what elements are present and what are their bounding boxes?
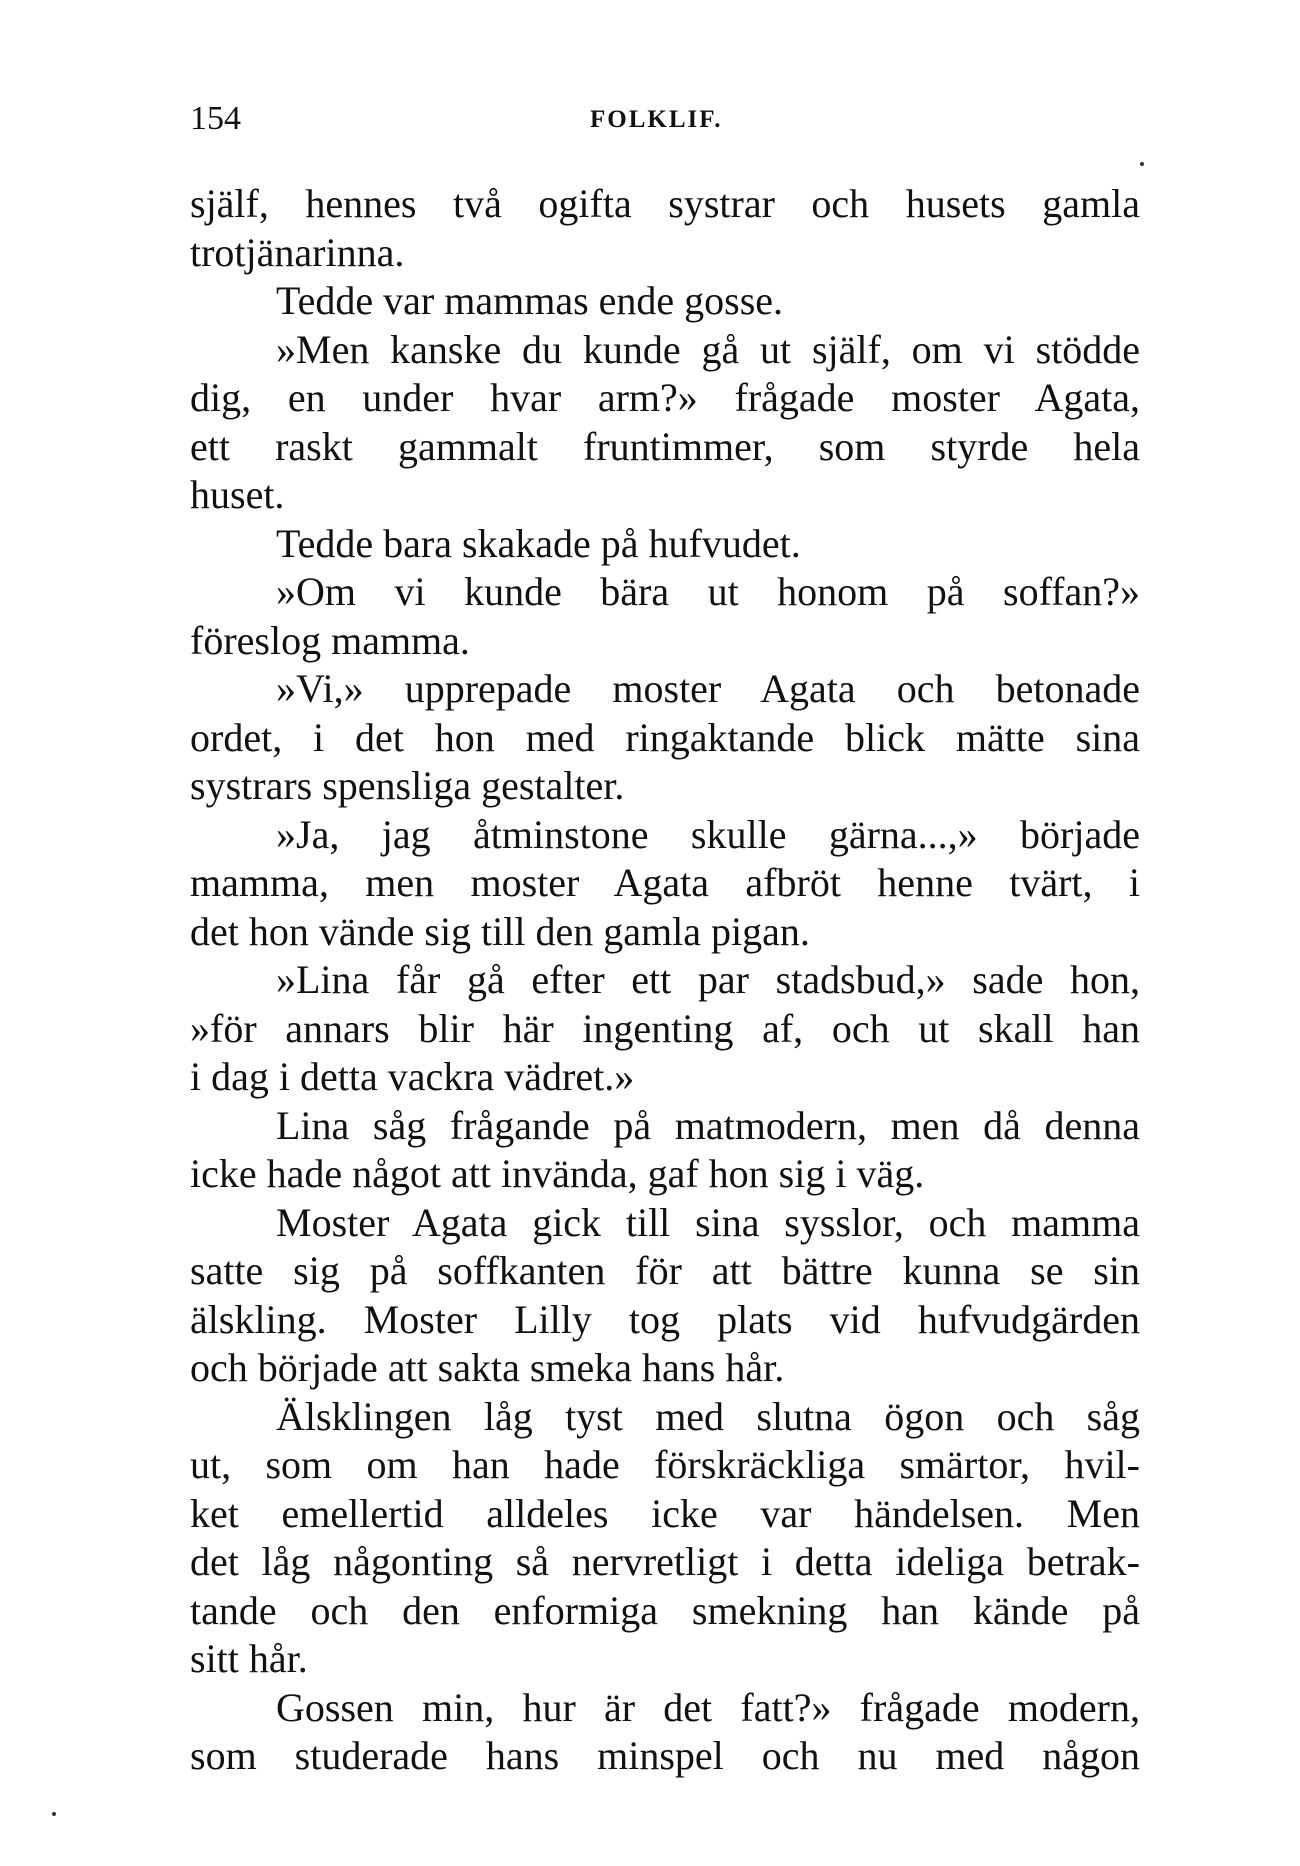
text-line: Tedde bara skakade på hufvudet.: [276, 520, 801, 566]
text-line: satte sig på soffkanten för att bättre kunna se sin: [190, 1248, 1140, 1293]
text-line: ket emellertid alldeles icke var händelsen. Men: [190, 1490, 1140, 1536]
print-speck: [52, 1812, 56, 1816]
text-line: trotjänarinna.: [190, 229, 405, 275]
text-line: Gossen min, hur är det fatt?» frågade modern,: [276, 1684, 1140, 1730]
text-line: föreslog mamma.: [190, 617, 470, 663]
text-line: sitt hår.: [190, 1636, 308, 1681]
text-line: huset.: [190, 472, 285, 517]
text-line: ut, som om han hade förskräckliga smärtor, hvil-: [190, 1442, 1140, 1487]
body-text: [190, 180, 1140, 1781]
text-line: ett raskt gammalt fruntimmer, som styrde hela: [190, 423, 1140, 469]
text-line: systrars spensliga gestalter.: [190, 763, 625, 808]
text-line: mamma, men moster Agata afbröt henne tvärt, i: [190, 860, 1140, 905]
text-line: Moster Agata gick till sina sysslor, och mamma: [276, 1199, 1140, 1245]
text-line: det hon vände sig till den gamla pigan.: [190, 908, 810, 954]
text-line: »Men kanske du kunde gå ut själf, om vi stödde: [276, 326, 1140, 372]
text-line: »Om vi kunde bära ut honom på soffan?»: [276, 569, 1140, 614]
text-line: Lina såg frågande på matmodern, men då denna: [276, 1102, 1140, 1148]
text-line: Älsklingen låg tyst med slutna ögon och såg: [276, 1393, 1140, 1439]
print-speck: [1140, 162, 1144, 166]
text-line: »Vi,» upprepade moster Agata och betonade: [276, 666, 1140, 711]
text-line: i dag i detta vackra vädret.»: [190, 1054, 635, 1099]
text-line: tande och den enformiga smekning han kände på: [190, 1587, 1140, 1633]
text-line: icke hade något att invända, gaf hon sig i väg.: [190, 1151, 925, 1196]
text-line: »för annars blir här ingenting af, och ut skall han: [190, 1005, 1140, 1051]
page-header: [190, 100, 1140, 150]
text-line: »Lina får gå efter ett par stadsbud,» sade hon,: [276, 957, 1140, 1002]
text-line: ordet, i det hon med ringaktande blick mätte sina: [190, 714, 1140, 760]
running-title: FOLKLIF.: [590, 106, 723, 133]
page-number: 154: [190, 100, 241, 137]
text-line: »Ja, jag åtminstone skulle gärna...,» började: [276, 811, 1140, 857]
text-line: själf, hennes två ogifta systrar och husets gamla: [190, 181, 1140, 226]
text-line: och började att sakta smeka hans hår.: [190, 1345, 785, 1390]
text-line: älskling. Moster Lilly tog plats vid hufvudgärden: [190, 1296, 1140, 1342]
text-line: dig, en under hvar arm?» frågade moster Agata,: [190, 375, 1140, 420]
text-line: som studerade hans minspel och nu med någon: [190, 1733, 1140, 1778]
text-line: det låg någonting så nervretligt i detta ideliga betrak-: [190, 1539, 1140, 1584]
text-line: Tedde var mammas ende gosse.: [276, 278, 784, 323]
